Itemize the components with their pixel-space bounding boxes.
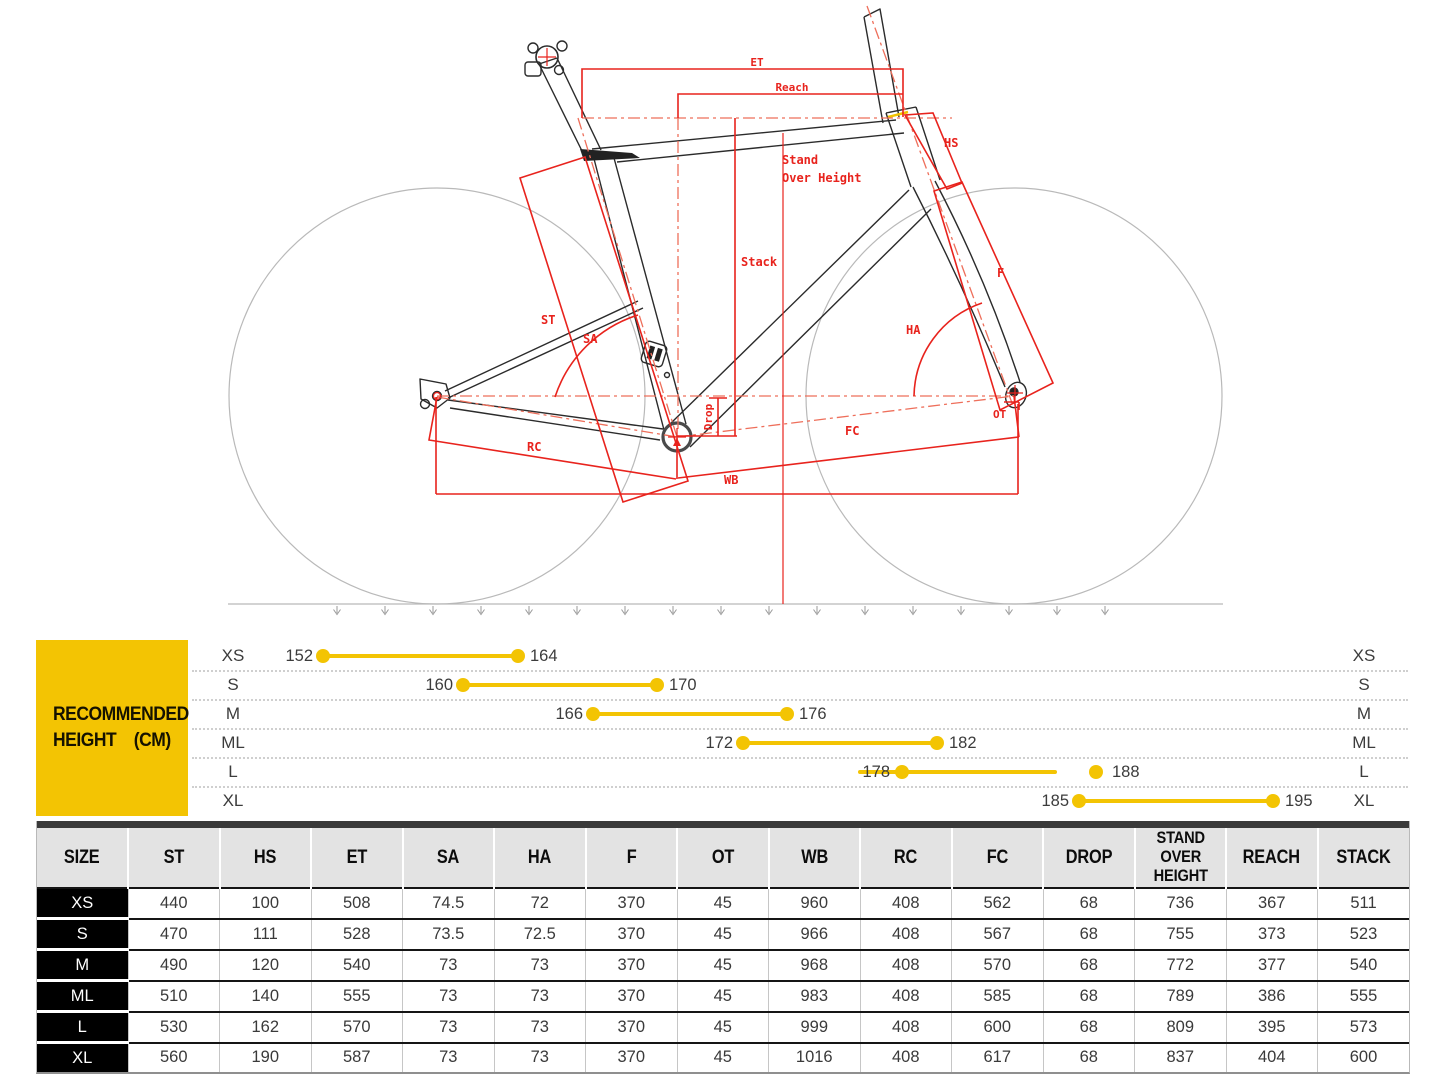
height-range-bar [743, 741, 937, 745]
min-height-value: 172 [705, 734, 733, 752]
value-cell: 490 [128, 950, 220, 981]
column-header: DROP [1043, 828, 1135, 888]
steerer-mast [864, 9, 899, 123]
value-cell: 370 [586, 950, 678, 981]
value-cell: 510 [128, 981, 220, 1012]
height-range-dot [456, 678, 470, 692]
table-row [37, 981, 1409, 1012]
size-label-right: M [1356, 704, 1372, 723]
value-cell: 560 [128, 1043, 220, 1073]
column-header: SA [403, 828, 495, 888]
fork-box [934, 182, 1053, 410]
recommended-height-panel [36, 640, 188, 816]
value-cell: 511 [1318, 888, 1410, 919]
value-cell: 45 [677, 888, 769, 919]
value-cell: 540 [1318, 950, 1410, 981]
panel-title-unit: (CM) [133, 730, 171, 751]
value-cell: 73 [494, 981, 586, 1012]
value-cell: 1016 [769, 1043, 861, 1073]
rc-dimension [429, 397, 677, 479]
ground-hatch-arrow [382, 606, 389, 615]
value-cell: 404 [1226, 1043, 1318, 1073]
value-cell: 960 [769, 888, 861, 919]
ground-hatch-arrow [526, 606, 533, 615]
height-range-dot [316, 649, 330, 663]
table-top-bar [37, 821, 1409, 828]
ground-hatch-arrow [1102, 606, 1109, 615]
ground-hatch-arrow [622, 606, 629, 615]
top-tube [592, 120, 904, 162]
value-cell: 45 [677, 950, 769, 981]
et-label: ET [750, 56, 764, 69]
max-height-value: 170 [669, 676, 697, 694]
column-header: OT [677, 828, 769, 888]
saddle-rail-hardware [557, 41, 567, 51]
value-cell: 540 [311, 950, 403, 981]
fc-label: FC [845, 424, 860, 438]
value-cell: 837 [1135, 1043, 1227, 1073]
ground-hatch-arrows [334, 606, 1109, 615]
value-cell: 190 [220, 1043, 312, 1073]
value-cell: 555 [1318, 981, 1410, 1012]
value-cell: 523 [1318, 919, 1410, 950]
height-range-bar [1079, 799, 1273, 803]
column-header: ST [128, 828, 220, 888]
value-cell: 408 [860, 1043, 952, 1073]
ground-hatch-arrow [430, 606, 437, 615]
recommended-height-chart [0, 640, 1445, 818]
sa-label: SA [583, 332, 598, 346]
ground-hatch-arrow [718, 606, 725, 615]
value-cell: 111 [220, 919, 312, 950]
table-header-row [37, 828, 1409, 888]
seatpost [539, 58, 601, 155]
value-cell: 73 [403, 950, 495, 981]
value-cell: 508 [311, 888, 403, 919]
height-range-bar [593, 712, 787, 716]
value-cell: 367 [1226, 888, 1318, 919]
wb-label: WB [724, 473, 739, 487]
height-range-dot [736, 736, 750, 750]
column-header: FC [952, 828, 1044, 888]
max-height-value: 195 [1285, 792, 1313, 810]
value-cell: 617 [952, 1043, 1044, 1073]
value-cell: 373 [1226, 919, 1318, 950]
column-header: STAND OVER HEIGHT [1135, 828, 1227, 888]
value-cell: 45 [677, 1012, 769, 1043]
value-cell: 408 [860, 981, 952, 1012]
value-cell: 585 [952, 981, 1044, 1012]
geometry-table [36, 821, 1410, 1074]
value-cell: 528 [311, 919, 403, 950]
max-height-value: 188 [1112, 763, 1140, 781]
column-header: WB [769, 828, 861, 888]
size-cell: XL [37, 1043, 128, 1073]
size-label-left: XS [221, 646, 245, 665]
drop-label: Drop [702, 403, 715, 431]
wheels [228, 188, 1223, 604]
size-label-left: XL [222, 791, 244, 810]
value-cell: 587 [311, 1043, 403, 1073]
height-range-bar [323, 654, 518, 658]
column-header: RC [860, 828, 952, 888]
height-range-dot [1072, 794, 1086, 808]
value-cell: 570 [311, 1012, 403, 1043]
table-row [37, 950, 1409, 981]
panel-title-line2 [53, 728, 171, 754]
column-header: HA [494, 828, 586, 888]
value-cell: 530 [128, 1012, 220, 1043]
height-range-dot [1266, 794, 1280, 808]
value-cell: 68 [1043, 888, 1135, 919]
value-cell: 440 [128, 888, 220, 919]
size-cell: ML [37, 981, 128, 1012]
size-label-right: S [1358, 675, 1370, 694]
min-height-value: 160 [425, 676, 453, 694]
stand-over-label-line2: Over Height [782, 171, 862, 185]
value-cell: 73 [494, 1012, 586, 1043]
seat-cluster-wedge [580, 149, 640, 161]
column-header: ET [311, 828, 403, 888]
size-label-right: XS [1352, 646, 1376, 665]
value-cell: 45 [677, 919, 769, 950]
ground-hatch-arrow [670, 606, 677, 615]
stand-over-label-line1: Stand [782, 153, 819, 167]
panel-title-height: HEIGHT [53, 730, 117, 751]
value-cell: 736 [1135, 888, 1227, 919]
size-cell: S [37, 919, 128, 950]
value-cell: 377 [1226, 950, 1318, 981]
value-cell: 73.5 [403, 919, 495, 950]
ground-hatch-arrow [862, 606, 869, 615]
row-separator [192, 670, 1408, 672]
saddle-rail-hardware [528, 43, 538, 53]
value-cell: 120 [220, 950, 312, 981]
value-cell: 966 [769, 919, 861, 950]
value-cell: 68 [1043, 1012, 1135, 1043]
size-cell: L [37, 1012, 128, 1043]
value-cell: 562 [952, 888, 1044, 919]
value-cell: 370 [586, 919, 678, 950]
value-cell: 968 [769, 950, 861, 981]
height-range-dot [895, 765, 909, 779]
st-label: ST [541, 313, 556, 327]
seat-tube-axis [578, 118, 677, 437]
value-cell: 386 [1226, 981, 1318, 1012]
value-cell: 73 [494, 1043, 586, 1073]
column-header: F [586, 828, 678, 888]
size-label-right: ML [1352, 733, 1376, 752]
value-cell: 573 [1318, 1012, 1410, 1043]
ground-hatch-arrow [910, 606, 917, 615]
size-cell: M [37, 950, 128, 981]
height-range-dot [511, 649, 525, 663]
value-cell: 555 [311, 981, 403, 1012]
min-height-value: 152 [285, 647, 313, 665]
value-cell: 600 [1318, 1043, 1410, 1073]
ground-hatch-arrow [574, 606, 581, 615]
size-cell: XS [37, 888, 128, 919]
value-cell: 370 [586, 1043, 678, 1073]
dimension-lines [429, 48, 1053, 604]
value-cell: 73 [494, 950, 586, 981]
row-separator [192, 699, 1408, 701]
value-cell: 72.5 [494, 919, 586, 950]
value-cell: 72 [494, 888, 586, 919]
ground-hatch-arrow [814, 606, 821, 615]
value-cell: 983 [769, 981, 861, 1012]
ground-hatch-arrow [478, 606, 485, 615]
ground-hatch-arrow [1006, 606, 1013, 615]
ground-hatch-arrow [766, 606, 773, 615]
row-separator [192, 728, 1408, 730]
size-label-left: L [228, 762, 238, 781]
reach-label: Reach [775, 81, 809, 94]
value-cell: 567 [952, 919, 1044, 950]
value-cell: 100 [220, 888, 312, 919]
value-cell: 570 [952, 950, 1044, 981]
size-label-right: XL [1353, 791, 1375, 810]
value-cell: 68 [1043, 981, 1135, 1012]
height-range-dot [650, 678, 664, 692]
height-range-dot [930, 736, 944, 750]
size-label-right: L [1359, 762, 1369, 781]
value-cell: 408 [860, 950, 952, 981]
row-separator [192, 757, 1408, 759]
value-cell: 45 [677, 1043, 769, 1073]
value-cell: 140 [220, 981, 312, 1012]
seat-tube [592, 151, 686, 430]
size-label-left: M [225, 704, 241, 723]
value-cell: 470 [128, 919, 220, 950]
reach-dimension [678, 94, 903, 118]
table-row [37, 888, 1409, 919]
value-cell: 370 [586, 981, 678, 1012]
value-cell: 68 [1043, 919, 1135, 950]
value-cell: 999 [769, 1012, 861, 1043]
value-cell: 68 [1043, 950, 1135, 981]
st-box [520, 157, 688, 502]
value-cell: 162 [220, 1012, 312, 1043]
value-cell: 772 [1135, 950, 1227, 981]
ground-hatch-arrow [334, 606, 341, 615]
value-cell: 68 [1043, 1043, 1135, 1073]
max-height-value: 176 [799, 705, 827, 723]
column-header: HS [220, 828, 312, 888]
height-range-dot [586, 707, 600, 721]
bb-crosshair [668, 428, 686, 446]
value-cell: 755 [1135, 919, 1227, 950]
min-height-value: 185 [1041, 792, 1069, 810]
size-label-left: S [227, 675, 239, 694]
cable-port [665, 373, 670, 378]
ground-hatch-arrow [1054, 606, 1061, 615]
table-row [37, 919, 1409, 950]
column-header: REACH [1226, 828, 1318, 888]
value-cell: 45 [677, 981, 769, 1012]
value-cell: 809 [1135, 1012, 1227, 1043]
ground-hatch-arrow [958, 606, 965, 615]
stack-label: Stack [741, 255, 778, 269]
value-cell: 74.5 [403, 888, 495, 919]
steering-axis [867, 6, 1012, 403]
max-height-value: 182 [949, 734, 977, 752]
max-height-value: 164 [530, 647, 558, 665]
ha-label: HA [906, 323, 921, 337]
frame-outline [420, 9, 1030, 451]
fork-label: F [997, 266, 1005, 280]
value-cell: 73 [403, 1043, 495, 1073]
size-label-left: ML [221, 733, 245, 752]
hs-box [905, 113, 962, 189]
dimension-labels [527, 56, 1007, 487]
rc-label: RC [527, 440, 542, 454]
head-tube [886, 107, 940, 187]
height-range-dot [1089, 765, 1103, 779]
row-separator [192, 786, 1408, 788]
height-range-bar [463, 683, 657, 687]
front-axle [1010, 388, 1018, 396]
column-header: STACK [1318, 828, 1410, 888]
value-cell: 789 [1135, 981, 1227, 1012]
min-height-value: 166 [555, 705, 583, 723]
min-height-value: 178 [862, 763, 890, 781]
construction-axes [437, 6, 1014, 437]
value-cell: 408 [860, 888, 952, 919]
value-cell: 370 [586, 1012, 678, 1043]
height-range-dot [780, 707, 794, 721]
panel-title-line1: RECOMMENDED [53, 704, 189, 725]
table-row [37, 1012, 1409, 1043]
value-cell: 73 [403, 1012, 495, 1043]
chain-stays [448, 400, 663, 440]
value-cell: 600 [952, 1012, 1044, 1043]
ot-label: OT [993, 408, 1007, 421]
value-cell: 73 [403, 981, 495, 1012]
value-cell: 408 [860, 919, 952, 950]
value-cell: 395 [1226, 1012, 1318, 1043]
table-row [37, 1043, 1409, 1073]
value-cell: 370 [586, 888, 678, 919]
value-cell: 408 [860, 1012, 952, 1043]
column-header: SIZE [37, 828, 128, 888]
hs-label: HS [944, 136, 959, 150]
